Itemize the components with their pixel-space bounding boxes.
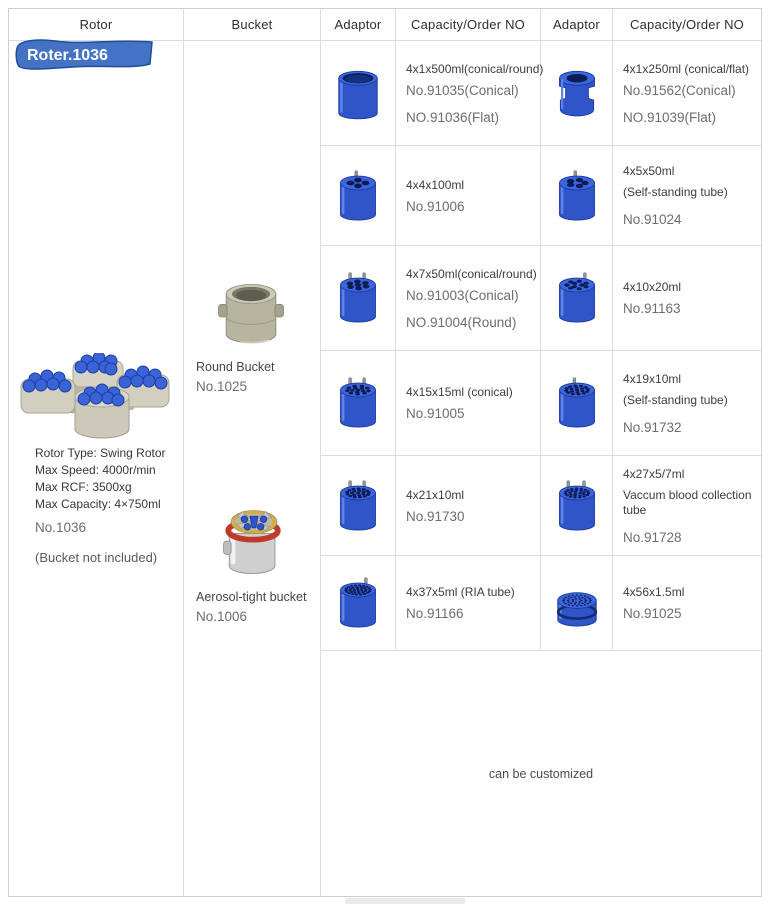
aerosol-bucket-name: Aerosol-tight bucket [196, 590, 307, 604]
aerosol-bucket-label [196, 589, 306, 624]
56-hole-adaptor-icon [549, 569, 605, 637]
swing-rotor-image [15, 353, 175, 445]
adaptor-icon-7x50ml [321, 246, 396, 351]
header-capacity-1: Capacity/Order NO [396, 9, 541, 41]
header-bucket: Bucket [184, 9, 321, 41]
rotor-note: (Bucket not included) [35, 550, 158, 565]
5-hole-adaptor-icon [549, 162, 605, 230]
aerosol-bucket-image [214, 499, 294, 587]
spool-adaptor-icon [549, 59, 605, 127]
rotor-order-no: No.1036 [35, 520, 87, 535]
rotor-max-speed: Max Speed: 4000r/min [35, 463, 156, 477]
10-hole-adaptor-icon [549, 264, 605, 332]
round-bucket-no: No.1025 [196, 379, 248, 394]
capacity-cell: 4x5x50ml (Self-standing tube) No.91024 [613, 146, 761, 246]
rotor-max-capacity: Max Capacity: 4×750ml [35, 497, 161, 511]
capacity-cell: 4x37x5ml (RIA tube) No.91166 [396, 556, 541, 651]
rotor-type: Rotor Type: Swing Rotor [35, 446, 166, 460]
4-hole-adaptor-icon [330, 162, 386, 230]
header-rotor: Rotor [9, 9, 184, 41]
37-hole-adaptor-icon [330, 569, 386, 637]
capacity-cell: 4x56x1.5ml No.91025 [613, 556, 761, 651]
adaptor-icon-4x100ml [321, 146, 396, 246]
adaptor-icon-21x10ml [321, 456, 396, 556]
adaptor-icon-5x50ml [541, 146, 613, 246]
capacity-cell: 4x7x50ml(conical/round) No.91003(Conical) NO.91004(Round) [396, 246, 541, 351]
capacity-cell: 4x27x5/7ml Vaccum blood collection tube No.91728 [613, 456, 761, 556]
capacity-cell: 4x15x15ml (conical) No.91005 [396, 351, 541, 456]
rotor-specs [35, 445, 180, 565]
adaptor-icon-500ml [321, 41, 396, 146]
adaptor-icon-19x10ml [541, 351, 613, 456]
customized-note: can be customized [488, 766, 594, 781]
round-bucket-image [212, 273, 290, 357]
capacity-cell: 4x4x100ml No.91006 [396, 146, 541, 246]
header-capacity-2: Capacity/Order NO [613, 9, 761, 41]
adaptor-icon-27-tube [541, 456, 613, 556]
15-hole-adaptor-icon [330, 369, 386, 437]
adaptor-icon-56x1.5ml [541, 556, 613, 651]
rotor-column [9, 41, 184, 896]
capacity-cell: 4x21x10ml No.91730 [396, 456, 541, 556]
rotor-bucket-left [21, 370, 75, 413]
adaptor-icon-15x15ml [321, 351, 396, 456]
round-bucket-label [196, 359, 275, 394]
aerosol-bucket-no: No.1006 [196, 609, 248, 624]
adaptor-icon-10x20ml [541, 246, 613, 351]
19-hole-adaptor-icon [549, 369, 605, 437]
rotor-bucket-back [73, 353, 123, 387]
rotor-spec-table [8, 8, 762, 897]
ribbon-label: Roter.1036 [27, 47, 108, 64]
round-bucket-name: Round Bucket [196, 360, 275, 374]
7-hole-adaptor-icon [330, 264, 386, 332]
header-adaptor-1: Adaptor [321, 9, 396, 41]
rotor-model-ribbon [11, 37, 161, 73]
adaptor-icon-250ml [541, 41, 613, 146]
bucket-column [184, 41, 321, 896]
capacity-cell: 4x10x20ml No.91163 [613, 246, 761, 351]
rotor-bucket-front [75, 384, 129, 438]
adaptor-icon-37x5ml [321, 556, 396, 651]
27-hole-adaptor-icon [549, 472, 605, 540]
cup-adaptor-icon [330, 59, 386, 127]
capacity-cell: 4x1x250ml (conical/flat) No.91562(Conical) NO.91039(Flat) [613, 41, 761, 146]
capacity-cell: 4x19x10ml (Self-standing tube) No.91732 [613, 351, 761, 456]
header-adaptor-2: Adaptor [541, 9, 613, 41]
rotor-max-rcf: Max RCF: 3500xg [35, 480, 132, 494]
cut-off-watermark [345, 898, 465, 904]
21-hole-adaptor-icon [330, 472, 386, 540]
capacity-cell: 4x1x500ml(conical/round) No.91035(Conical) NO.91036(Flat) [396, 41, 541, 146]
